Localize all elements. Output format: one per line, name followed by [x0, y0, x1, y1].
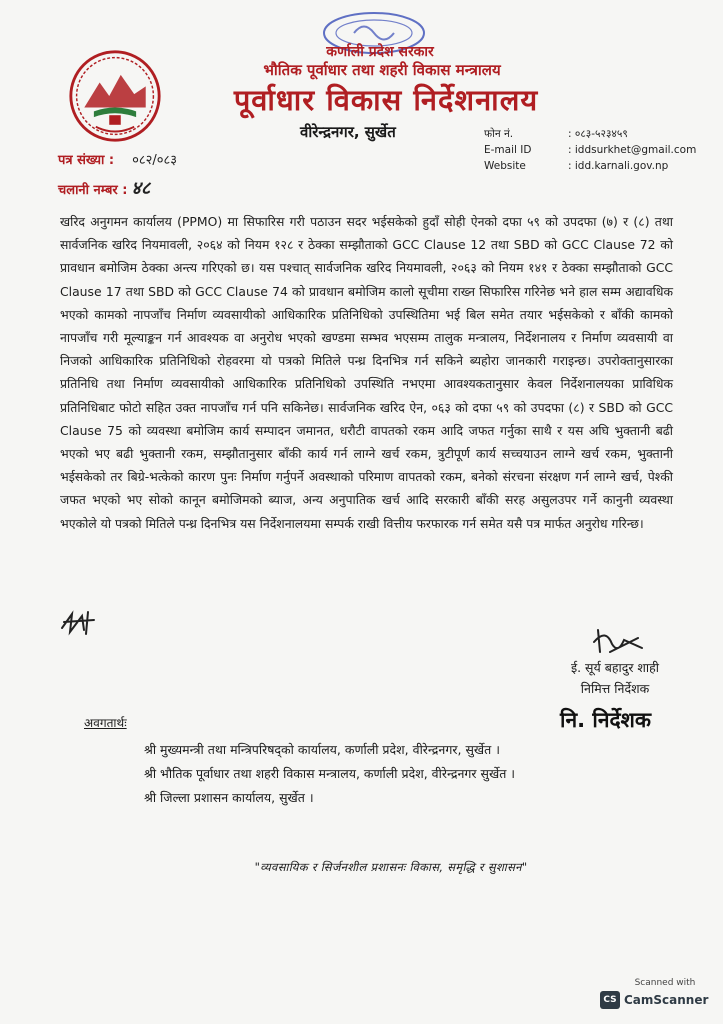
scanner-brand: [600, 991, 710, 1009]
cc-recipient: श्री मुख्यमन्त्री तथा मन्त्रिपरिषद्‌को कार्यालय, कर्णाली प्रदेश, वीरेन्द्रनगर, सुर्खेत ।: [144, 742, 500, 757]
header-office-name: पूर्वाधार विकास निर्देशनालय: [233, 83, 539, 117]
cc-list: [144, 738, 515, 810]
camscanner-logo-icon: CS: [600, 991, 620, 1009]
header-government: कर्णाली प्रदेश सरकार: [326, 44, 434, 60]
signer-title: निमित्त निर्देशक: [580, 681, 650, 696]
initial-scribble-icon: [58, 606, 102, 638]
signature-icon: [590, 622, 650, 660]
slogan: "व्यवसायिक र सिर्जनशील प्रशासनः विकास, समृद्धि र सुशासन": [254, 860, 528, 874]
email-value: : iddsurkhet@gmail.com: [568, 144, 697, 156]
header-ministry: भौतिक पूर्वाधार तथा शहरी विकास मन्त्रालय: [263, 61, 501, 79]
email-label: E-mail ID: [484, 144, 532, 156]
letter-number-value: ०८२/०८३: [132, 153, 178, 168]
letter-body: [60, 210, 673, 535]
contact-website-row: [484, 158, 696, 174]
camscanner-badge: [600, 978, 710, 1014]
nepal-emblem-icon: [66, 48, 164, 144]
dispatch-number-label: चलानी नम्बर :: [58, 183, 128, 198]
contact-phone-row: [484, 126, 696, 142]
contact-block: [484, 126, 696, 174]
contact-email-row: [484, 142, 696, 158]
letter-number-label: पत्र संख्या :: [58, 153, 115, 168]
cc-label: अवगतार्थः: [84, 716, 127, 730]
phone-value: : ०८३-५२३४५९: [568, 128, 628, 140]
phone-label: फोन नं.: [484, 128, 514, 140]
scanner-caption: Scanned with: [634, 978, 696, 988]
website-value: : idd.karnali.gov.np: [568, 160, 669, 172]
dispatch-number-value: ४८: [131, 178, 151, 199]
body-paragraph: खरिद अनुगमन कार्यालय (PPMO) मा सिफारिस गरी पठाउन सदर भईसकेको हुदाँ सोही ऐनको दफा ५९ को उपदफा (७) र (८) तथा सार्वजनिक खरिद नियमावली, २०६४ को नियम १२८ र ठेक्का सम्झौताको GCC Clause 12 तथा SBD को GCC Clause 72 को प्रावधान बमोजिम ठेक्का अन्त्य गरिएको छ। यस पश्चात् सार्वजनिक खरिद नियमावली, २०६३ को नियम १४१ र ठेक्का सम्झौताको GCC Clause 17 तथा SBD को GCC Clause 74 को प्रावधान बमोजिम कालो सूचीमा राख्न सिफारिस गरिनेछ भने हाल सम्म अद्यावधिक भएको कामको नापजाँच निर्माण व्यवसायीको आधिकारिक प्रतिनिधिको उपस्थितिमा भई बिल समेत तयार भईसकेको र बाँकी कामको नापजाँच गरी मूल्याङ्कन गर्न आवश्यक वा अनुरोध भएको खण्डमा सम्भव भएसम्म तालुक मन्त्रालय, निर्देशनालय र निर्माण व्यवसायी वा निजको आधिकारिक प्रतिनिधिको रोहवरमा यो पत्रको मितिले पन्ध्र दिनभित्र गर्न सकिने ब्यहोरा जानकारी गराइन्छ। उपरोक्तानुसारका प्रतिनिधि तथा निर्माण व्यवसायीको आधिकारिक प्रतिनिधिको उपस्थिति नभएमा आवश्यकतानुसार केवल निर्देशनालयका प्राविधिक प्रतिनिधिबाट फोटो सहित उक्त नापजाँच गर्न पनि सकिनेछ। सार्वजनिक खरिद ऐन, ०६३ को दफा ५९ को उपदफा (८) र SBD को GCC Clause 75 को व्यवस्था बमोजिम कार्य सम्पादन जमानत, धरौटी वापतको रकम आदि जफत गर्नुका साथै र यस अघि भुक्तानी बढी भएको भए बढी भुक्तानी रकम, सम्झौतानुसार बाँकी कार्य गर्न लाग्ने खर्च रकम, त्रुटीपूर्ण कार्य सच्चयाउन लाग्ने खर्च रकम, भुक्तानी भईसकेको तर बिग्रे-भत्केको कारण पुनः निर्माण गर्नुपर्ने अवस्थाको परिमाण वापतको रकम, बनेको संरचना संरक्षण गर्न लाग्ने खर्च, पेश्की जफत भएको भए सोको कानून बमोजिमको ब्याज, अन्य अनुपातिक खर्च आदि सरकारी बाँकी सरह असुलउपर गर्ने कानुनी व्यवस्था भएकोले यो पत्रको मितिले पन्ध्र दिनभित्र यस निर्देशनालयमा सम्पर्क राखी वित्तीय फरफारक गर्न समेत यसै पत्र मार्फत अनुरोध गरिन्छ।: [60, 214, 673, 531]
designation-stamp: नि. निर्देशक: [560, 708, 652, 732]
dispatch-number: [58, 176, 150, 200]
cc-recipient: श्री भौतिक पूर्वाधार तथा शहरी विकास मन्त्रालय, कर्णाली प्रदेश, वीरेन्द्रनगर सुर्खेत ।: [144, 766, 516, 781]
website-label: Website: [484, 160, 526, 172]
letter-number: [58, 150, 177, 168]
signer-block: [540, 657, 690, 699]
header-location: वीरेन्द्रनगर, सुर्खेत: [300, 123, 396, 141]
signer-name: ई. सूर्य बहादुर शाही: [570, 660, 660, 675]
cc-recipient: श्री जिल्ला प्रशासन कार्यालय, सुर्खेत ।: [144, 790, 314, 805]
scanner-name: CamScanner: [624, 993, 709, 1007]
